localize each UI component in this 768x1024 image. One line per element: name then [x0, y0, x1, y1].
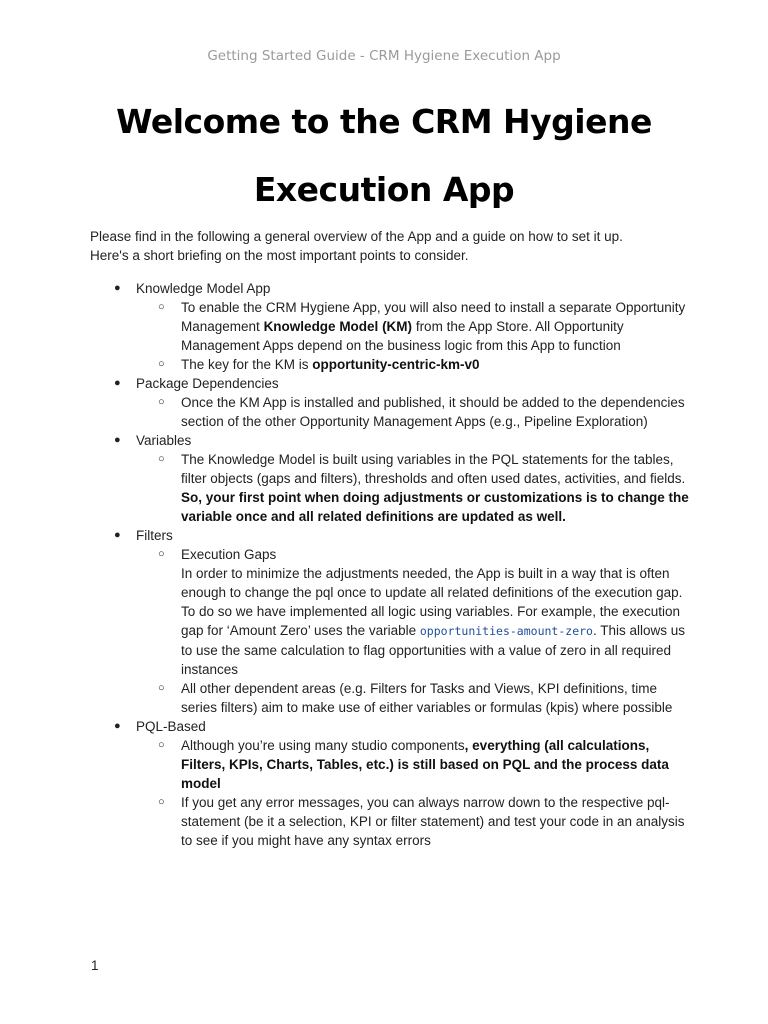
item-text: In order to minimize the adjustments needed, the App is built in a way that is often enough to change the pql once to update all related definitions of the execution gap. To do so we have implemented all logic using variables. For example, the execution gap for ‘Amount Zero’ uses the variable — [181, 566, 683, 638]
item-bold-text: So, your first point when doing adjustments or customizations is to change the variable once and all related definitions are updated as well. — [181, 490, 689, 524]
page-title-line-2: Execution App — [253, 170, 515, 209]
circle-bullet-icon: ○ — [158, 739, 165, 751]
intro-line-2: Here's a short briefing on the most important points to consider. — [90, 248, 469, 263]
page-title-line-1: Welcome to the CRM Hygiene — [116, 102, 652, 141]
sub-list-item — [90, 393, 690, 431]
section-label: PQL-Based — [136, 719, 206, 734]
bullet-list — [90, 279, 690, 850]
circle-bullet-icon: ○ — [158, 453, 165, 465]
item-bold-text: opportunity-centric-km-v0 — [312, 357, 480, 372]
bullet-icon: ● — [114, 529, 121, 541]
variable-code: opportunities-amount-zero — [419, 624, 593, 638]
item-bold-text: Knowledge Model (KM) — [263, 319, 413, 334]
bullet-icon: ● — [114, 434, 121, 446]
sub-list-item — [90, 545, 690, 679]
bullet-icon: ● — [114, 720, 121, 732]
item-text: Although you’re using many studio components — [181, 738, 465, 753]
item-text: All other dependent areas (e.g. Filters for Tasks and Views, KPI definitions, time series filters) aim to make use of either variables or formulas (kpis) where possible — [181, 681, 673, 715]
sub-list-item — [90, 736, 690, 793]
list-item — [90, 717, 690, 736]
circle-bullet-icon: ○ — [158, 396, 165, 408]
item-text: To enable the CRM Hygiene App, you will also need to install a separate Opportunity Management — [181, 300, 686, 334]
item-bold-text: , everything (all calculations, Filters, KPIs, Charts, Tables, etc.) is still based on PQL and the process data model — [181, 738, 669, 791]
sub-list-item — [90, 450, 690, 526]
sub-list-item — [90, 355, 690, 374]
circle-bullet-icon: ○ — [158, 796, 165, 808]
item-text: The key for the KM is — [181, 357, 313, 372]
circle-bullet-icon: ○ — [158, 358, 165, 370]
item-text: from the App Store. All Opportunity Management Apps depend on the business logic from this App to function — [181, 319, 624, 353]
section-label: Filters — [136, 528, 173, 543]
item-text: The Knowledge Model is built using variables in the PQL statements for the tables, filter objects (gaps and filters), thresholds and often used dates, activities, and fields. — [181, 452, 686, 486]
section-label: Package Dependencies — [136, 376, 279, 391]
item-heading: Execution Gaps — [181, 547, 277, 562]
item-text: If you get any error messages, you can always narrow down to the respective pql-statement (be it a selection, KPI or filter statement) and test your code in an analysis to see if you might have any syntax errors — [181, 795, 685, 848]
list-item — [90, 279, 690, 298]
page-title — [90, 88, 678, 224]
list-item — [90, 431, 690, 450]
list-item — [90, 374, 690, 393]
intro-paragraph — [90, 227, 690, 265]
section-label: Knowledge Model App — [136, 281, 271, 296]
sub-list-item — [90, 679, 690, 717]
page-number: 1 — [91, 958, 99, 973]
item-text: . This allows us to use the same calculation to flag opportunities with a value of zero in all required instances — [181, 623, 686, 677]
bullet-icon: ● — [114, 282, 121, 294]
intro-line-1: Please find in the following a general overview of the App and a guide on how to set it up. — [90, 229, 623, 244]
sub-list-item — [90, 793, 690, 850]
circle-bullet-icon: ○ — [158, 301, 165, 313]
sub-list-item — [90, 298, 690, 355]
item-text: Once the KM App is installed and published, it should be added to the dependencies section of the other Opportunity Management Apps (e.g., Pipeline Exploration) — [181, 395, 685, 429]
circle-bullet-icon: ○ — [158, 682, 165, 694]
document-header: Getting Started Guide - CRM Hygiene Execution App — [207, 48, 561, 64]
bullet-icon: ● — [114, 377, 121, 389]
circle-bullet-icon: ○ — [158, 548, 165, 560]
list-item — [90, 526, 690, 545]
section-label: Variables — [136, 433, 192, 448]
